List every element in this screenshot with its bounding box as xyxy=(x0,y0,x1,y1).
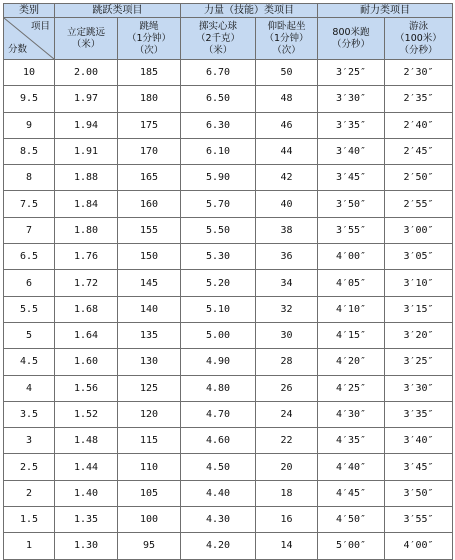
swimming-cell: 3′40″ xyxy=(385,428,453,454)
rope-skipping-cell: 140 xyxy=(118,296,181,322)
score-cell: 8 xyxy=(4,165,55,191)
score-cell: 1 xyxy=(4,533,55,559)
col-standing-jump xyxy=(55,18,118,60)
rope-skipping-cell: 145 xyxy=(118,270,181,296)
rope-skipping-cell: 130 xyxy=(118,349,181,375)
run-800m-cell: 3′30″ xyxy=(318,86,385,112)
standing-jump-cell: 1.48 xyxy=(55,428,118,454)
rope-skipping-cell: 105 xyxy=(118,480,181,506)
swimming-cell: 3′55″ xyxy=(385,507,453,533)
diag-item-label: 项目 xyxy=(30,21,50,32)
col-sit-ups xyxy=(256,18,318,60)
col-duration: （1分钟） xyxy=(126,32,172,44)
sit-ups-cell: 22 xyxy=(256,428,318,454)
swimming-cell: 3′30″ xyxy=(385,375,453,401)
table-row xyxy=(4,296,453,322)
swimming-cell: 3′10″ xyxy=(385,270,453,296)
col-unit: （分秒） xyxy=(331,38,370,50)
table-row xyxy=(4,138,453,164)
score-cell: 5 xyxy=(4,322,55,348)
col-duration: （1分钟） xyxy=(264,32,309,44)
col-unit: （次） xyxy=(134,44,164,56)
table-row xyxy=(4,86,453,112)
swimming-cell: 2′45″ xyxy=(385,138,453,164)
table-row xyxy=(4,112,453,138)
sit-ups-cell: 42 xyxy=(256,165,318,191)
rope-skipping-cell: 180 xyxy=(118,86,181,112)
swimming-cell: 3′35″ xyxy=(385,401,453,427)
col-unit: （次） xyxy=(272,44,301,56)
standing-jump-cell: 1.30 xyxy=(55,533,118,559)
sit-ups-cell: 34 xyxy=(256,270,318,296)
medicine-ball-cell: 5.50 xyxy=(181,217,256,243)
standing-jump-cell: 1.91 xyxy=(55,138,118,164)
medicine-ball-cell: 4.70 xyxy=(181,401,256,427)
sit-ups-cell: 50 xyxy=(256,60,318,86)
medicine-ball-cell: 5.10 xyxy=(181,296,256,322)
sit-ups-cell: 14 xyxy=(256,533,318,559)
col-unit: （米） xyxy=(203,44,233,56)
table-row xyxy=(4,375,453,401)
col-unit: （米） xyxy=(71,38,101,50)
swimming-cell: 3′25″ xyxy=(385,349,453,375)
group-jumping: 跳跃类项目 xyxy=(55,4,181,18)
sit-ups-cell: 48 xyxy=(256,86,318,112)
run-800m-cell: 4′10″ xyxy=(318,296,385,322)
standing-jump-cell: 1.94 xyxy=(55,112,118,138)
run-800m-cell: 3′45″ xyxy=(318,165,385,191)
standing-jump-cell: 1.84 xyxy=(55,191,118,217)
score-cell: 4.5 xyxy=(4,349,55,375)
sit-ups-cell: 24 xyxy=(256,401,318,427)
standing-jump-cell: 2.00 xyxy=(55,60,118,86)
sit-ups-cell: 16 xyxy=(256,507,318,533)
medicine-ball-cell: 6.50 xyxy=(181,86,256,112)
score-cell: 6.5 xyxy=(4,244,55,270)
item-header-row xyxy=(4,18,453,60)
medicine-ball-cell: 5.90 xyxy=(181,165,256,191)
table-row xyxy=(4,165,453,191)
sit-ups-cell: 32 xyxy=(256,296,318,322)
group-endurance: 耐力类项目 xyxy=(318,4,453,18)
sit-ups-cell: 44 xyxy=(256,138,318,164)
score-cell: 1.5 xyxy=(4,507,55,533)
rope-skipping-cell: 125 xyxy=(118,375,181,401)
swimming-cell: 3′05″ xyxy=(385,244,453,270)
run-800m-cell: 4′45″ xyxy=(318,480,385,506)
score-cell: 3 xyxy=(4,428,55,454)
medicine-ball-cell: 5.70 xyxy=(181,191,256,217)
score-table xyxy=(3,3,453,560)
run-800m-cell: 3′55″ xyxy=(318,217,385,243)
col-swimming xyxy=(385,18,453,60)
sit-ups-cell: 36 xyxy=(256,244,318,270)
rope-skipping-cell: 155 xyxy=(118,217,181,243)
run-800m-cell: 4′30″ xyxy=(318,401,385,427)
table-row xyxy=(4,454,453,480)
col-label: 立定跳远 xyxy=(66,26,105,38)
score-table-body xyxy=(4,60,453,560)
score-cell: 8.5 xyxy=(4,138,55,164)
table-row xyxy=(4,428,453,454)
score-cell: 7.5 xyxy=(4,191,55,217)
standing-jump-cell: 1.76 xyxy=(55,244,118,270)
rope-skipping-cell: 175 xyxy=(118,112,181,138)
medicine-ball-cell: 4.20 xyxy=(181,533,256,559)
col-label: 游泳 xyxy=(408,20,428,32)
sit-ups-cell: 46 xyxy=(256,112,318,138)
medicine-ball-cell: 4.80 xyxy=(181,375,256,401)
standing-jump-cell: 1.60 xyxy=(55,349,118,375)
rope-skipping-cell: 100 xyxy=(118,507,181,533)
standing-jump-cell: 1.64 xyxy=(55,322,118,348)
standing-jump-cell: 1.72 xyxy=(55,270,118,296)
medicine-ball-cell: 4.40 xyxy=(181,480,256,506)
rope-skipping-cell: 160 xyxy=(118,191,181,217)
group-strength: 力量（技能）类项目 xyxy=(181,4,318,18)
medicine-ball-cell: 5.30 xyxy=(181,244,256,270)
col-rope-skipping xyxy=(118,18,181,60)
score-cell: 5.5 xyxy=(4,296,55,322)
swimming-cell: 2′50″ xyxy=(385,165,453,191)
col-medicine-ball xyxy=(181,18,256,60)
score-cell: 7 xyxy=(4,217,55,243)
score-cell: 6 xyxy=(4,270,55,296)
run-800m-cell: 3′50″ xyxy=(318,191,385,217)
col-unit: （分秒） xyxy=(399,44,438,56)
standing-jump-cell: 1.56 xyxy=(55,375,118,401)
rope-skipping-cell: 185 xyxy=(118,60,181,86)
run-800m-cell: 4′05″ xyxy=(318,270,385,296)
medicine-ball-cell: 4.50 xyxy=(181,454,256,480)
score-cell: 3.5 xyxy=(4,401,55,427)
sit-ups-cell: 38 xyxy=(256,217,318,243)
run-800m-cell: 5′00″ xyxy=(318,533,385,559)
run-800m-cell: 3′35″ xyxy=(318,112,385,138)
swimming-cell: 4′00″ xyxy=(385,533,453,559)
sit-ups-cell: 18 xyxy=(256,480,318,506)
score-cell: 9 xyxy=(4,112,55,138)
standing-jump-cell: 1.44 xyxy=(55,454,118,480)
run-800m-cell: 4′35″ xyxy=(318,428,385,454)
col-800m-run xyxy=(318,18,385,60)
run-800m-cell: 4′40″ xyxy=(318,454,385,480)
category-header-row xyxy=(4,4,453,18)
swimming-cell: 2′55″ xyxy=(385,191,453,217)
run-800m-cell: 3′25″ xyxy=(318,60,385,86)
medicine-ball-cell: 6.30 xyxy=(181,112,256,138)
rope-skipping-cell: 150 xyxy=(118,244,181,270)
rope-skipping-cell: 115 xyxy=(118,428,181,454)
score-cell: 4 xyxy=(4,375,55,401)
rope-skipping-cell: 170 xyxy=(118,138,181,164)
sit-ups-cell: 30 xyxy=(256,322,318,348)
standing-jump-cell: 1.35 xyxy=(55,507,118,533)
category-corner: 类别 xyxy=(4,4,55,18)
standing-jump-cell: 1.88 xyxy=(55,165,118,191)
col-label: 跳绳 xyxy=(139,20,159,32)
table-row xyxy=(4,401,453,427)
score-cell: 2 xyxy=(4,480,55,506)
rope-skipping-cell: 95 xyxy=(118,533,181,559)
col-label: 800米跑 xyxy=(332,26,370,38)
table-row xyxy=(4,533,453,559)
run-800m-cell: 3′40″ xyxy=(318,138,385,164)
rope-skipping-cell: 135 xyxy=(118,322,181,348)
swimming-cell: 3′45″ xyxy=(385,454,453,480)
run-800m-cell: 4′25″ xyxy=(318,375,385,401)
table-row xyxy=(4,244,453,270)
swimming-cell: 2′30″ xyxy=(385,60,453,86)
standing-jump-cell: 1.97 xyxy=(55,86,118,112)
swimming-cell: 3′50″ xyxy=(385,480,453,506)
run-800m-cell: 4′00″ xyxy=(318,244,385,270)
standing-jump-cell: 1.40 xyxy=(55,480,118,506)
swimming-cell: 3′15″ xyxy=(385,296,453,322)
medicine-ball-cell: 4.30 xyxy=(181,507,256,533)
run-800m-cell: 4′50″ xyxy=(318,507,385,533)
col-label: 仰卧起坐 xyxy=(267,20,306,32)
medicine-ball-cell: 4.90 xyxy=(181,349,256,375)
swimming-cell: 3′20″ xyxy=(385,322,453,348)
standing-jump-cell: 1.80 xyxy=(55,217,118,243)
run-800m-cell: 4′20″ xyxy=(318,349,385,375)
medicine-ball-cell: 5.20 xyxy=(181,270,256,296)
col-distance: （100米） xyxy=(395,32,442,44)
standing-jump-cell: 1.52 xyxy=(55,401,118,427)
table-row xyxy=(4,270,453,296)
table-row xyxy=(4,191,453,217)
table-row xyxy=(4,349,453,375)
swimming-cell: 3′00″ xyxy=(385,217,453,243)
medicine-ball-cell: 4.60 xyxy=(181,428,256,454)
rope-skipping-cell: 165 xyxy=(118,165,181,191)
diag-score-label: 分数 xyxy=(8,44,28,55)
rope-skipping-cell: 120 xyxy=(118,401,181,427)
medicine-ball-cell: 6.10 xyxy=(181,138,256,164)
table-row xyxy=(4,480,453,506)
table-row xyxy=(4,322,453,348)
sit-ups-cell: 26 xyxy=(256,375,318,401)
score-cell: 10 xyxy=(4,60,55,86)
sit-ups-cell: 20 xyxy=(256,454,318,480)
run-800m-cell: 4′15″ xyxy=(318,322,385,348)
medicine-ball-cell: 5.00 xyxy=(181,322,256,348)
diagonal-header-cell xyxy=(4,18,55,60)
rope-skipping-cell: 110 xyxy=(118,454,181,480)
swimming-cell: 2′40″ xyxy=(385,112,453,138)
sit-ups-cell: 28 xyxy=(256,349,318,375)
score-cell: 9.5 xyxy=(4,86,55,112)
table-row xyxy=(4,217,453,243)
col-label: 掷实心球 xyxy=(198,20,237,32)
table-row xyxy=(4,507,453,533)
sit-ups-cell: 40 xyxy=(256,191,318,217)
medicine-ball-cell: 6.70 xyxy=(181,60,256,86)
score-cell: 2.5 xyxy=(4,454,55,480)
swimming-cell: 2′35″ xyxy=(385,86,453,112)
standing-jump-cell: 1.68 xyxy=(55,296,118,322)
table-row xyxy=(4,60,453,86)
col-weight: （2千克） xyxy=(195,32,241,44)
